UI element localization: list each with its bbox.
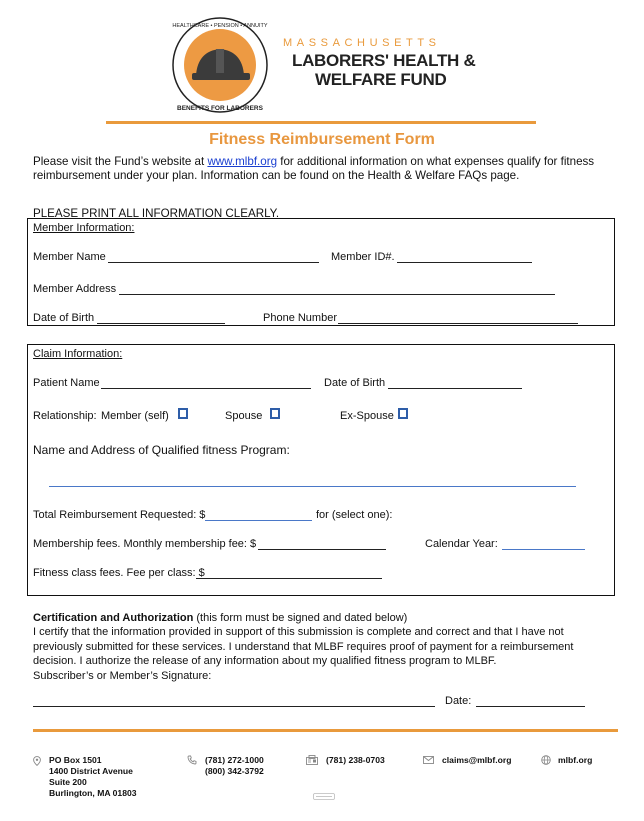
envelope-icon [423, 756, 434, 764]
location-pin-icon [33, 756, 41, 766]
footer-phones [205, 755, 264, 777]
address-line-4: Burlington, MA 01803 [49, 788, 137, 798]
fitness-program-label: Name and Address of Qualified fitness Program: [33, 443, 290, 457]
certification-line-3: decision. I authorize the release of any information about my qualified fitness program to MLBF. [33, 655, 497, 668]
ex-spouse-checkbox[interactable] [398, 408, 408, 419]
member-address-label: Member Address [33, 283, 117, 295]
class-fee-field[interactable] [196, 578, 382, 579]
signature-label: Subscriber’s or Member’s Signature: [33, 669, 212, 682]
member-self-label: Member (self) [101, 410, 169, 422]
spouse-checkbox[interactable] [270, 408, 280, 419]
member-id-label: Member ID#. [331, 251, 395, 263]
address-line-1: PO Box 1501 [49, 755, 102, 765]
patient-name-label: Patient Name [33, 377, 100, 389]
phone-number-field[interactable] [338, 323, 578, 324]
phone-number-1: (781) 272-1000 [205, 755, 264, 765]
small-footer-mark [313, 793, 335, 800]
ex-spouse-label: Ex-Spouse [340, 410, 394, 422]
phone-number-2: (800) 342-3792 [205, 766, 264, 776]
website-address[interactable]: mlbf.org [558, 755, 593, 765]
svg-text:HEALTHCARE • PENSION • ANNUITY: HEALTHCARE • PENSION • ANNUITY [172, 23, 268, 29]
website-link[interactable]: www.mlbf.org [207, 155, 278, 168]
claim-information-heading: Claim Information: [33, 348, 123, 360]
patient-name-field[interactable] [101, 388, 311, 389]
org-name-line1: LABORERS' HEALTH & [292, 51, 476, 70]
print-notice: PLEASE PRINT ALL INFORMATION CLEARLY. [33, 207, 280, 220]
phone-number-label: Phone Number [263, 312, 337, 324]
claim-information-section [27, 344, 615, 596]
total-reimbursement-label: Total Reimbursement Requested: $ [33, 509, 206, 521]
svg-text:BENEFITS FOR LABORERS: BENEFITS FOR LABORERS [177, 105, 263, 112]
certification-note: (this form must be signed and dated below) [193, 612, 408, 624]
relationship-label: Relationship: [33, 410, 97, 422]
fax-number: (781) 238-0703 [326, 755, 385, 765]
org-name-line2: WELFARE FUND [315, 70, 447, 89]
spouse-label: Spouse [225, 410, 263, 422]
email-address[interactable]: claims@mlbf.org [442, 755, 512, 765]
member-information-heading: Member Information: [33, 222, 135, 234]
phone-icon [187, 755, 197, 765]
certification-line-2: previously submitted for these services. I understand that MLBF requires proof of payment for a reimbursement [33, 640, 574, 653]
signature-field[interactable] [33, 706, 435, 707]
form-title: Fitness Reimbursement Form [209, 131, 435, 148]
certification-line-1: I certify that the information provided in support of this submission is complete and correct and that I have not [33, 626, 564, 639]
footer-divider [33, 729, 618, 732]
footer-address [49, 755, 137, 799]
intro-after-link: for additional information on what expenses qualify for fitness reimbursement under your plan. Information can be found on the Health & Welfare FAQs page. [33, 155, 595, 182]
member-address-field[interactable] [119, 294, 555, 295]
certification-block [33, 611, 623, 683]
intro-before-link: Please visit the Fund’s website at [33, 155, 208, 168]
member-dob-field[interactable] [97, 323, 225, 324]
date-label: Date: [445, 695, 472, 707]
member-dob-label: Date of Birth [33, 312, 95, 324]
patient-dob-field[interactable] [388, 388, 522, 389]
select-one-label: for (select one): [316, 509, 393, 521]
fitness-program-field[interactable] [49, 486, 576, 487]
intro-paragraph [33, 155, 613, 182]
globe-icon [541, 755, 551, 765]
member-id-field[interactable] [397, 262, 532, 263]
fund-seal-logo [170, 15, 270, 115]
member-information-section [27, 218, 615, 326]
class-fee-label: Fitness class fees. Fee per class: $ [33, 567, 205, 579]
state-name: MASSACHUSETTS [283, 37, 441, 49]
header-divider [106, 121, 536, 124]
calendar-year-field[interactable] [502, 549, 585, 550]
total-reimbursement-field[interactable] [205, 520, 312, 521]
member-name-label: Member Name [33, 251, 106, 263]
membership-fee-field[interactable] [258, 549, 386, 550]
address-line-2: 1400 District Avenue [49, 766, 133, 776]
member-name-field[interactable] [108, 262, 319, 263]
patient-dob-label: Date of Birth [324, 377, 386, 389]
fax-icon [306, 755, 318, 765]
certification-heading: Certification and Authorization [33, 612, 194, 624]
membership-fee-label: Membership fees. Monthly membership fee: $ [33, 538, 257, 550]
date-field[interactable] [476, 706, 585, 707]
address-line-3: Suite 200 [49, 777, 87, 787]
member-self-checkbox[interactable] [178, 408, 188, 419]
calendar-year-label: Calendar Year: [425, 538, 498, 550]
